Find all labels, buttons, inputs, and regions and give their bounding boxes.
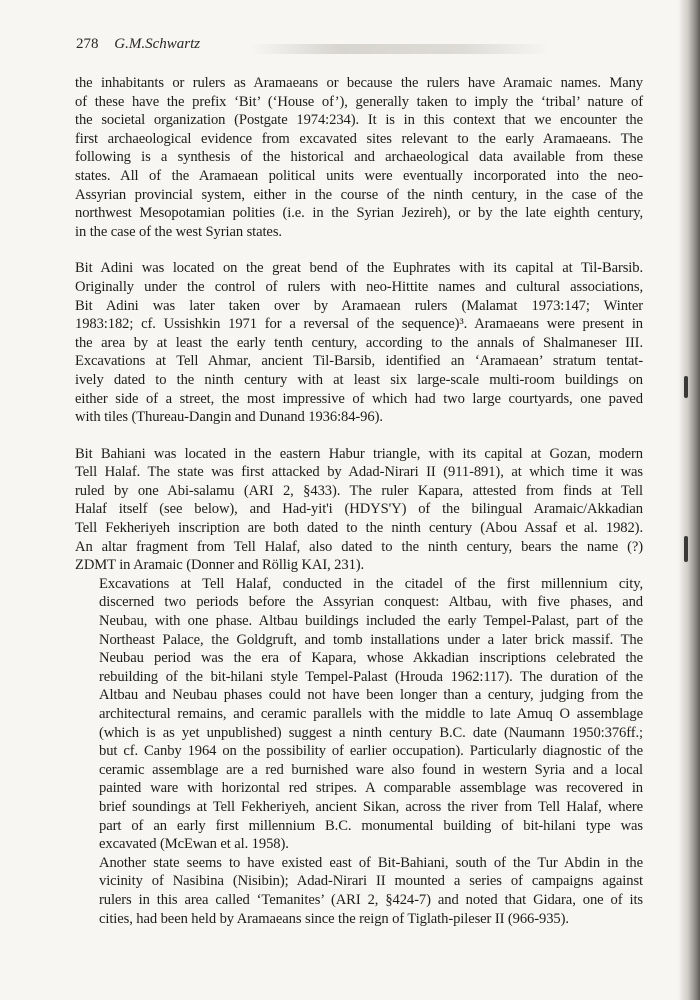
text-line: ZDMT in Aramaic (Donner and Röllig KAI, 231). (75, 557, 365, 574)
text-line: Originally under the control of rulers with neo-Hittite names and cultural associations, (75, 278, 643, 295)
text-line: Neubau period was the era of Kapara, whose Akkadian inscriptions celebrated the (99, 650, 643, 667)
text-line: brief soundings at Tell Fekheriyeh, ancient Sikan, across the river from Tell Halaf, where (99, 798, 643, 815)
text-line: Bit Bahiani was located in the eastern Habur triangle, with its capital at Gozan, modern (75, 445, 643, 462)
page-binding-shadow (678, 0, 700, 1000)
text-line: ruled by one Abi-salamu (ARI 2, §433). The ruler Kapara, attested from finds at Tell (75, 482, 643, 499)
text-line: the inhabitants or rulers as Aramaeans or because the rulers have Aramaic names. Many (75, 75, 643, 91)
text-line: with tiles (Thureau-Dangin and Dunand 1936:84-96). (75, 409, 383, 426)
body-text (75, 74, 643, 928)
text-line: but cf. Canby 1964 on the possibility of earlier occupation). Particularly diagnostic of the (99, 743, 643, 760)
text-line: Another state seems to have existed east of Bit-Bahiani, south of the Tur Abdin in the (99, 854, 643, 871)
text-line: excavated (McEwan et al. 1958). (99, 836, 289, 853)
text-line: part of an early first millennium B.C. monumental building of bit-hilani type was (99, 817, 643, 834)
text-line: An altar fragment from Tell Halaf, also dated to the ninth century, bears the name (?) (75, 538, 643, 555)
text-line: following is a synthesis of the historical and archaeological data available from these (75, 149, 643, 166)
text-line: rebuilding of the bit-hilani style Tempel-Palast (Hrouda 1962:117). The duration of the (99, 668, 643, 685)
text-line: (which is as yet unpublished) suggest a ninth century B.C. date (Naumann 1950:376ff.; (99, 724, 643, 741)
text-line: architectural remains, and ceramic parallels with the middle to late Amuq O assemblage (99, 706, 643, 722)
edge-mark (684, 376, 688, 398)
text-line: painted ware with horizontal red stripes. A comparable assemblage was recovered in (99, 780, 643, 797)
text-line: Halaf itself (see below), and Had-yit'i (HDYS'Y) of the bilingual Aramaic/Akkadian (75, 501, 643, 518)
running-header (76, 36, 200, 53)
paragraph-intro-continued (75, 74, 643, 241)
text-line: vicinity of Nasibina (Nisibin); Adad-Nirari II mounted a series of campaigns against (99, 873, 643, 890)
paragraph-bit-bahiani (75, 445, 643, 575)
edge-mark (684, 536, 688, 562)
text-line: in the case of the west Syrian states. (75, 223, 282, 240)
text-line: Neubau, with one phase. Altbau buildings included the early Tempel-Palast, part of the (99, 613, 643, 630)
bleed-through-text (250, 44, 550, 54)
text-line: the societal organization (Postgate 1974:234). It is in this context that we encounter the (75, 112, 643, 129)
paragraph-bit-adini (75, 259, 643, 426)
text-line: Tell Fekheriyeh inscription are both dated to the ninth century (Abou Assaf et al. 1982). (75, 520, 643, 537)
text-line: Bit Adini was later taken over by Aramaean rulers (Malamat 1973:147; Winter (75, 297, 643, 314)
page-number: 278 (76, 36, 99, 52)
text-line: 1983:182; cf. Ussishkin 1971 for a reversal of the sequence)³. Aramaeans were present in (75, 316, 643, 333)
text-line: ceramic assemblage are a red burnished ware also found in western Syria and a local (99, 761, 643, 778)
text-line: discerned two periods before the Assyrian conquest: Altbau, with five phases, and (99, 594, 643, 611)
text-line: Assyrian provincial system, either in the course of the ninth century, in the case of the (75, 186, 643, 203)
text-line: rulers in this area called ‘Temanites’ (ARI 2, §424-7) and noted that Gidara, one of its (99, 891, 643, 908)
text-line: Altbau and Neubau phases could not have been longer than a century, judging from the (99, 687, 643, 704)
text-line: Excavations at Tell Halaf, conducted in the citadel of the first millennium city, (99, 575, 643, 592)
text-line: states. All of the Aramaean political units were eventually incorporated into the neo- (75, 167, 643, 184)
text-line: Bit Adini was located on the great bend of the Euphrates with its capital at Til-Barsib. (75, 260, 643, 277)
text-line: either side of a street, the most impressive of which had two large courtyards, one paved (75, 390, 643, 407)
text-line: cities, had been held by Aramaeans since the reign of Tiglath-pileser II (966-935). (99, 910, 569, 927)
text-line: the area by at least the early tenth century, according to the annals of Shalmaneser III. (75, 334, 643, 351)
text-line: ively dated to the ninth century with at least six large-scale multi-room buildings on (75, 371, 643, 388)
running-author: G.M.Schwartz (114, 36, 201, 52)
text-line: Tell Halaf. The state was first attacked by Adad-Nirari II (911-891), at which time it was (75, 464, 643, 481)
text-line: of these have the prefix ‘Bit’ (‘House of’), generally taken to imply the ‘tribal’ nature of (75, 93, 643, 110)
text-line: Excavations at Tell Ahmar, ancient Til-Barsib, identified an ‘Aramaean’ stratum tentat- (75, 353, 643, 370)
text-line: first archaeological evidence from excavated sites relevant to the early Aramaeans. The (75, 130, 643, 147)
text-line: Northeast Palace, the Goldgruft, and tomb installations under a later brick massif. The (99, 631, 643, 648)
text-line: northwest Mesopotamian polities (i.e. in the Syrian Jezireh), or by the late eighth century, (75, 205, 643, 222)
paragraph-temanites (75, 854, 643, 928)
paragraph-tell-halaf-excavations (75, 575, 643, 854)
